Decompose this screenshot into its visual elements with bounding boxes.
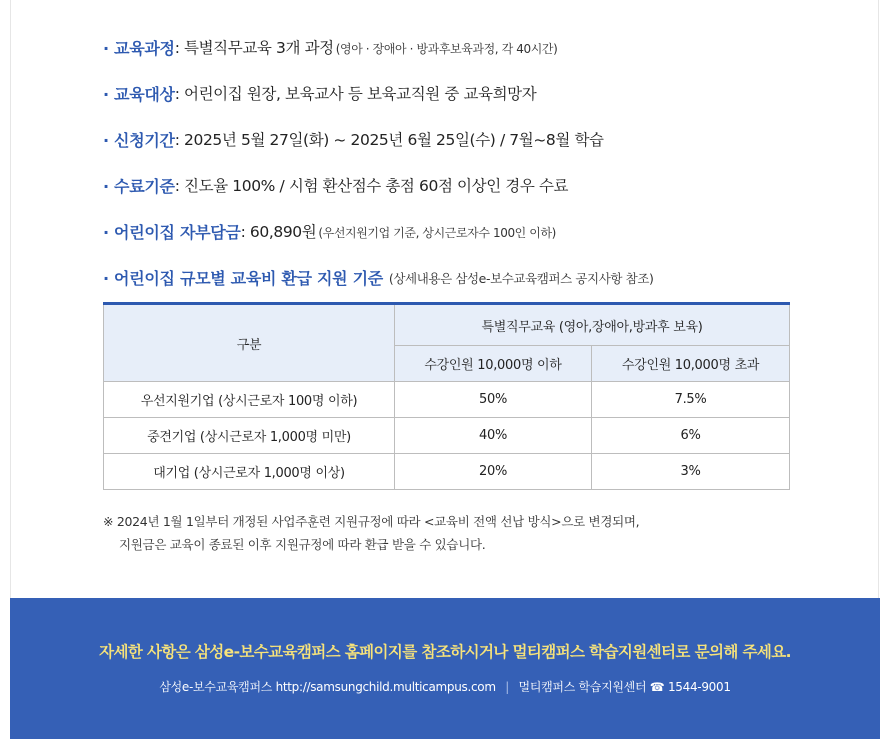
header-col-under: 수강인원 10,000명 이하 (395, 346, 592, 382)
info-row-course (103, 36, 803, 82)
row-value: 50% (395, 382, 592, 418)
info-row-selfpay (103, 220, 803, 266)
notice-text (103, 510, 639, 556)
info-note: (상세내용은 삼성e-보수교육캠퍼스 공지사항 참조) (388, 271, 654, 286)
header-category: 구분 (104, 304, 395, 382)
page-frame-left (10, 0, 11, 600)
table-row (104, 382, 790, 418)
page-frame-right (878, 0, 879, 600)
footer-separator: | (505, 680, 510, 694)
footer-center-label: 멀티캠퍼스 학습지원센터 (518, 680, 647, 694)
row-value: 3% (592, 454, 790, 490)
row-value: 6% (592, 418, 790, 454)
info-value: : 2025년 5월 27일(화) ~ 2025년 6월 25일(수) / 7월~8월 학습 (174, 131, 604, 149)
info-row-target (103, 82, 803, 128)
info-key: · 신청기간 (103, 131, 175, 150)
info-key: · 수료기준 (103, 177, 175, 196)
header-group: 특별직무교육 (영아,장애아,방과후 보육) (395, 304, 790, 346)
row-value: 7.5% (592, 382, 790, 418)
info-note: (영아 · 장애아 · 방과후보육과정, 각 40시간) (335, 42, 558, 56)
info-value: : 어린이집 원장, 보육교사 등 보육교직원 중 교육희망자 (174, 85, 537, 103)
info-key: · 어린이집 자부담금 (103, 223, 241, 242)
footer-contact-line (10, 678, 880, 695)
info-key: · 교육대상 (103, 85, 175, 104)
info-note: (우선지원기업 기준, 상시근로자수 100인 이하) (318, 226, 556, 240)
header-col-over: 수강인원 10,000명 초과 (592, 346, 790, 382)
table-row (104, 454, 790, 490)
course-info-list (103, 36, 803, 312)
info-value: : 특별직무교육 3개 과정 (174, 39, 334, 57)
footer-site-link[interactable]: 삼성e-보수교육캠퍼스 http://samsungchild.multicampus.com (159, 680, 496, 694)
phone-icon: ☎ (649, 680, 665, 694)
footer-headline: 자세한 사항은 삼성e-보수교육캠퍼스 홈페이지를 참조하시거나 멀티캠퍼스 학습지원센터로 문의해 주세요. (99, 643, 791, 661)
info-value: : 60,890원 (240, 223, 317, 241)
info-row-period (103, 128, 803, 174)
table-row (104, 418, 790, 454)
row-label: 대기업 (상시근로자 1,000명 이상) (104, 454, 395, 490)
info-key: · 교육과정 (103, 39, 175, 58)
info-key: · 어린이집 규모별 교육비 환급 지원 기준 (103, 269, 383, 288)
notice-line-1: ※ 2024년 1월 1일부터 개정된 사업주훈련 지원규정에 따라 <교육비 전액 선납 방식>으로 변경되며, (103, 514, 640, 529)
row-label: 중견기업 (상시근로자 1,000명 미만) (104, 418, 395, 454)
row-value: 20% (395, 454, 592, 490)
notice-line-2: 지원금은 교육이 종료된 이후 지원규정에 따라 환급 받을 수 있습니다. (119, 537, 486, 552)
refund-table (103, 302, 790, 490)
info-row-criteria (103, 174, 803, 220)
footer-phone: 1544-9001 (667, 680, 731, 694)
row-value: 40% (395, 418, 592, 454)
contact-footer (10, 598, 880, 739)
info-value: : 진도율 100% / 시험 환산점수 총점 60점 이상인 경우 수료 (174, 177, 569, 195)
row-label: 우선지원기업 (상시근로자 100명 이하) (104, 382, 395, 418)
